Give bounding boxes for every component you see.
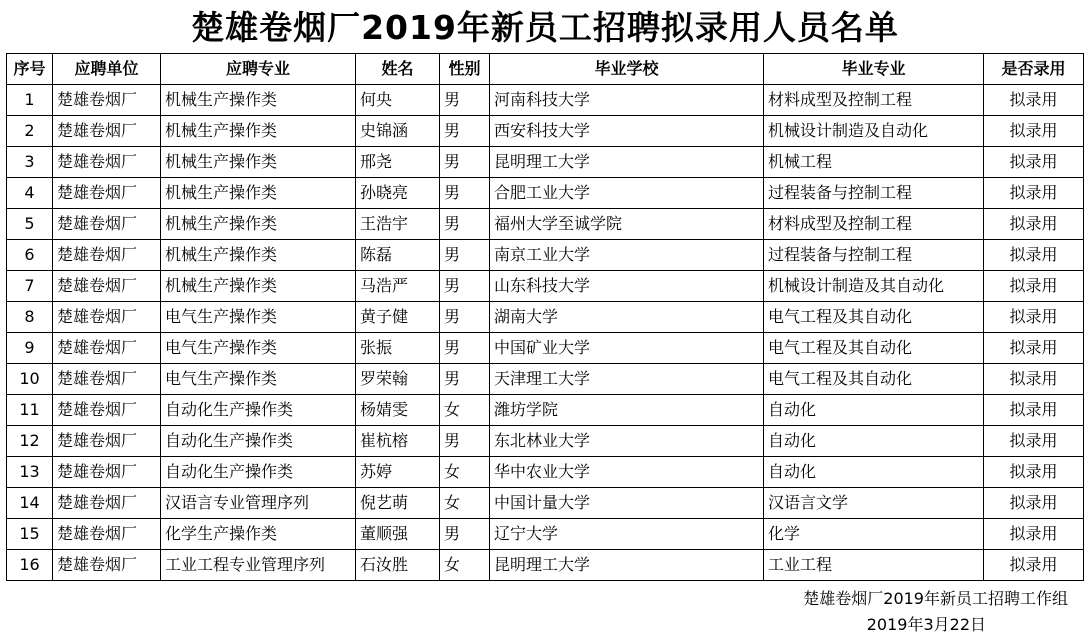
cell-applied-position: 自动化生产操作类 (161, 426, 356, 457)
cell-school: 潍坊学院 (490, 395, 764, 426)
cell-hired-status: 拟录用 (984, 488, 1084, 519)
cell-applied-unit: 楚雄卷烟厂 (53, 85, 161, 116)
cell-applied-unit: 楚雄卷烟厂 (53, 333, 161, 364)
cell-gender: 女 (440, 395, 490, 426)
cell-applied-unit: 楚雄卷烟厂 (53, 209, 161, 240)
cell-name: 董顺强 (356, 519, 440, 550)
table-body (7, 85, 1084, 581)
cell-index: 16 (7, 550, 53, 581)
cell-index: 8 (7, 302, 53, 333)
page-title: 楚雄卷烟厂2019年新员工招聘拟录用人员名单 (191, 8, 899, 47)
cell-hired-status: 拟录用 (984, 519, 1084, 550)
header-hired-status: 是否录用 (984, 54, 1084, 85)
cell-school: 西安科技大学 (490, 116, 764, 147)
cell-hired-status: 拟录用 (984, 85, 1084, 116)
cell-school: 昆明理工大学 (490, 550, 764, 581)
header-name: 姓名 (356, 54, 440, 85)
cell-applied-unit: 楚雄卷烟厂 (53, 488, 161, 519)
cell-hired-status: 拟录用 (984, 178, 1084, 209)
cell-hired-status: 拟录用 (984, 333, 1084, 364)
cell-applied-position: 机械生产操作类 (161, 147, 356, 178)
cell-major: 汉语言文学 (764, 488, 984, 519)
cell-school: 辽宁大学 (490, 519, 764, 550)
header-index: 序号 (7, 54, 53, 85)
table-row (7, 333, 1084, 364)
cell-hired-status: 拟录用 (984, 426, 1084, 457)
cell-major: 自动化 (764, 395, 984, 426)
cell-school: 东北林业大学 (490, 426, 764, 457)
cell-index: 4 (7, 178, 53, 209)
cell-name: 陈磊 (356, 240, 440, 271)
cell-gender: 男 (440, 116, 490, 147)
cell-name: 张振 (356, 333, 440, 364)
table-row (7, 426, 1084, 457)
cell-name: 黄子健 (356, 302, 440, 333)
cell-applied-position: 电气生产操作类 (161, 333, 356, 364)
cell-school: 天津理工大学 (490, 364, 764, 395)
cell-gender: 男 (440, 302, 490, 333)
cell-school: 河南科技大学 (490, 85, 764, 116)
cell-hired-status: 拟录用 (984, 209, 1084, 240)
cell-major: 材料成型及控制工程 (764, 209, 984, 240)
cell-name: 孙晓亮 (356, 178, 440, 209)
cell-index: 6 (7, 240, 53, 271)
header-applied-position: 应聘专业 (161, 54, 356, 85)
cell-applied-position: 化学生产操作类 (161, 519, 356, 550)
table-row (7, 302, 1084, 333)
cell-applied-unit: 楚雄卷烟厂 (53, 519, 161, 550)
cell-applied-position: 自动化生产操作类 (161, 395, 356, 426)
cell-index: 10 (7, 364, 53, 395)
cell-school: 合肥工业大学 (490, 178, 764, 209)
cell-index: 7 (7, 271, 53, 302)
table-row (7, 488, 1084, 519)
cell-school: 湖南大学 (490, 302, 764, 333)
cell-applied-position: 汉语言专业管理序列 (161, 488, 356, 519)
cell-major: 化学 (764, 519, 984, 550)
header-applied-unit: 应聘单位 (53, 54, 161, 85)
cell-name: 倪艺萌 (356, 488, 440, 519)
cell-name: 王浩宇 (356, 209, 440, 240)
cell-major: 过程装备与控制工程 (764, 240, 984, 271)
table-row (7, 519, 1084, 550)
cell-name: 石汝胜 (356, 550, 440, 581)
cell-hired-status: 拟录用 (984, 550, 1084, 581)
cell-applied-unit: 楚雄卷烟厂 (53, 302, 161, 333)
cell-hired-status: 拟录用 (984, 364, 1084, 395)
cell-applied-unit: 楚雄卷烟厂 (53, 426, 161, 457)
cell-index: 13 (7, 457, 53, 488)
cell-index: 12 (7, 426, 53, 457)
cell-applied-position: 机械生产操作类 (161, 209, 356, 240)
cell-index: 15 (7, 519, 53, 550)
cell-major: 机械工程 (764, 147, 984, 178)
table-row (7, 271, 1084, 302)
cell-index: 1 (7, 85, 53, 116)
cell-applied-position: 机械生产操作类 (161, 271, 356, 302)
cell-gender: 男 (440, 209, 490, 240)
cell-school: 中国计量大学 (490, 488, 764, 519)
cell-school: 福州大学至诚学院 (490, 209, 764, 240)
cell-name: 罗荣翰 (356, 364, 440, 395)
cell-hired-status: 拟录用 (984, 302, 1084, 333)
cell-applied-unit: 楚雄卷烟厂 (53, 240, 161, 271)
cell-major: 电气工程及其自动化 (764, 302, 984, 333)
table-row (7, 147, 1084, 178)
hiring-roster-table (6, 53, 1084, 581)
cell-major: 自动化 (764, 426, 984, 457)
cell-name: 邢尧 (356, 147, 440, 178)
cell-school: 华中农业大学 (490, 457, 764, 488)
cell-hired-status: 拟录用 (984, 147, 1084, 178)
footer-organization: 楚雄卷烟厂2019年新员工招聘工作组 (803, 589, 1068, 608)
cell-school: 山东科技大学 (490, 271, 764, 302)
table-row (7, 85, 1084, 116)
table-header-row (7, 54, 1084, 85)
cell-major: 电气工程及其自动化 (764, 364, 984, 395)
cell-applied-unit: 楚雄卷烟厂 (53, 271, 161, 302)
cell-applied-unit: 楚雄卷烟厂 (53, 364, 161, 395)
cell-gender: 男 (440, 147, 490, 178)
cell-name: 史锦涵 (356, 116, 440, 147)
cell-applied-position: 机械生产操作类 (161, 116, 356, 147)
table-row (7, 240, 1084, 271)
cell-applied-position: 机械生产操作类 (161, 178, 356, 209)
cell-gender: 女 (440, 457, 490, 488)
cell-major: 电气工程及其自动化 (764, 333, 984, 364)
footer-date: 2019年3月22日 (866, 615, 986, 634)
cell-gender: 女 (440, 488, 490, 519)
cell-applied-unit: 楚雄卷烟厂 (53, 178, 161, 209)
cell-hired-status: 拟录用 (984, 395, 1084, 426)
cell-gender: 男 (440, 271, 490, 302)
cell-applied-unit: 楚雄卷烟厂 (53, 395, 161, 426)
cell-applied-unit: 楚雄卷烟厂 (53, 116, 161, 147)
cell-applied-unit: 楚雄卷烟厂 (53, 550, 161, 581)
header-gender: 性别 (440, 54, 490, 85)
cell-index: 14 (7, 488, 53, 519)
cell-applied-position: 工业工程专业管理序列 (161, 550, 356, 581)
cell-applied-position: 电气生产操作类 (161, 364, 356, 395)
cell-major: 工业工程 (764, 550, 984, 581)
cell-applied-position: 机械生产操作类 (161, 85, 356, 116)
header-school: 毕业学校 (490, 54, 764, 85)
cell-major: 过程装备与控制工程 (764, 178, 984, 209)
cell-major: 机械设计制造及自动化 (764, 116, 984, 147)
cell-name: 崔杭榕 (356, 426, 440, 457)
cell-gender: 男 (440, 426, 490, 457)
cell-index: 3 (7, 147, 53, 178)
cell-hired-status: 拟录用 (984, 240, 1084, 271)
cell-index: 5 (7, 209, 53, 240)
cell-gender: 女 (440, 550, 490, 581)
table-row (7, 209, 1084, 240)
cell-applied-unit: 楚雄卷烟厂 (53, 457, 161, 488)
cell-name: 苏婷 (356, 457, 440, 488)
cell-hired-status: 拟录用 (984, 457, 1084, 488)
cell-hired-status: 拟录用 (984, 271, 1084, 302)
cell-index: 9 (7, 333, 53, 364)
cell-index: 11 (7, 395, 53, 426)
table-row (7, 178, 1084, 209)
cell-hired-status: 拟录用 (984, 116, 1084, 147)
cell-gender: 男 (440, 85, 490, 116)
cell-major: 材料成型及控制工程 (764, 85, 984, 116)
cell-name: 马浩严 (356, 271, 440, 302)
table-row (7, 550, 1084, 581)
cell-school: 南京工业大学 (490, 240, 764, 271)
cell-gender: 男 (440, 333, 490, 364)
header-major: 毕业专业 (764, 54, 984, 85)
cell-major: 自动化 (764, 457, 984, 488)
cell-applied-position: 电气生产操作类 (161, 302, 356, 333)
cell-name: 何央 (356, 85, 440, 116)
table-row (7, 457, 1084, 488)
cell-applied-position: 自动化生产操作类 (161, 457, 356, 488)
cell-gender: 男 (440, 519, 490, 550)
cell-applied-unit: 楚雄卷烟厂 (53, 147, 161, 178)
cell-school: 昆明理工大学 (490, 147, 764, 178)
cell-gender: 男 (440, 240, 490, 271)
table-row (7, 364, 1084, 395)
cell-name: 杨婧雯 (356, 395, 440, 426)
cell-index: 2 (7, 116, 53, 147)
table-row (7, 395, 1084, 426)
table-row (7, 116, 1084, 147)
cell-major: 机械设计制造及其自动化 (764, 271, 984, 302)
cell-school: 中国矿业大学 (490, 333, 764, 364)
cell-gender: 男 (440, 364, 490, 395)
cell-gender: 男 (440, 178, 490, 209)
cell-applied-position: 机械生产操作类 (161, 240, 356, 271)
